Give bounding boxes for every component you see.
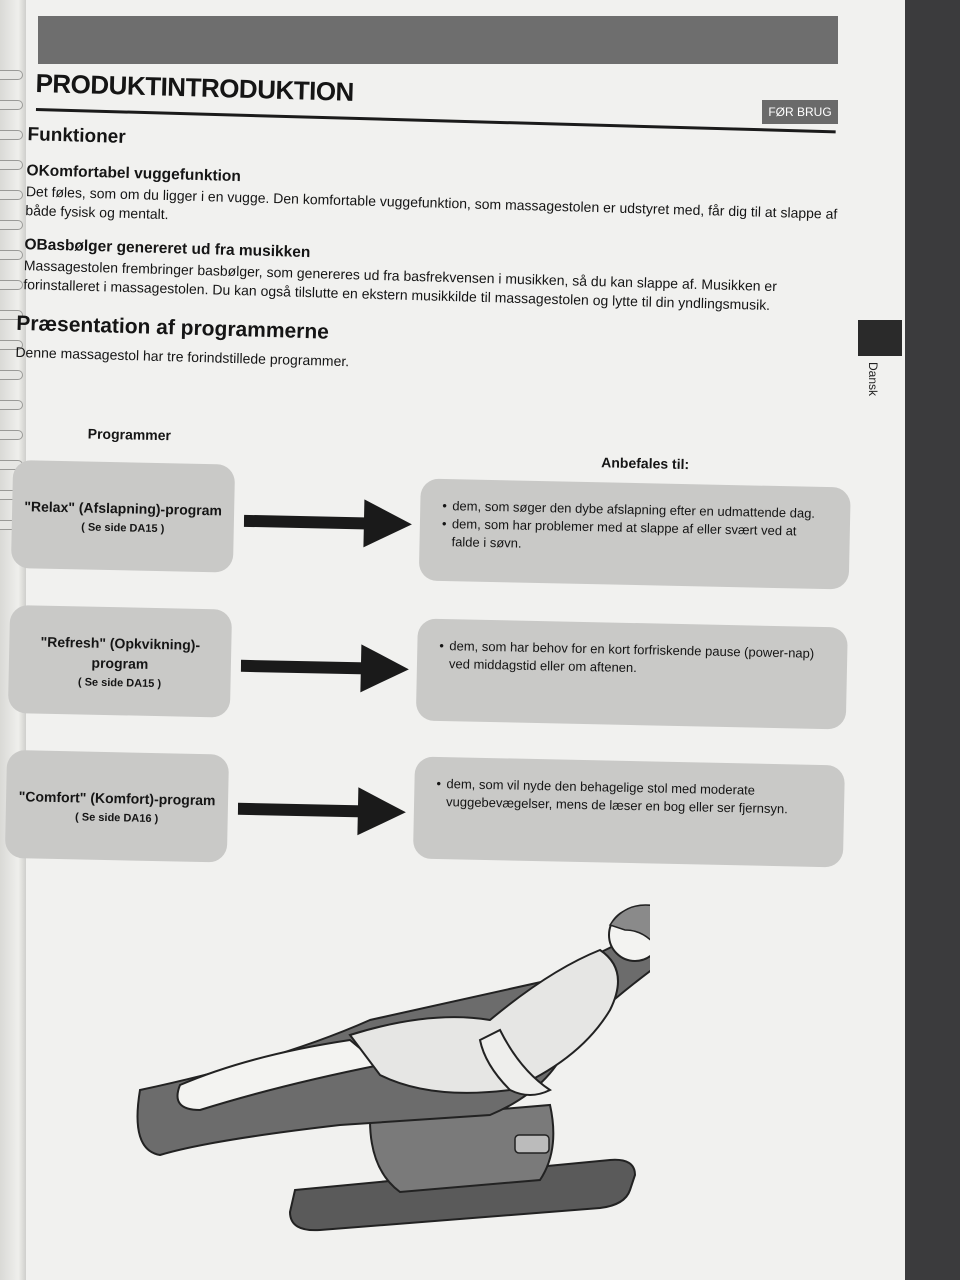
recommendation-item: • dem, som har problemer med at slappe af eller svært ved at falde i søvn.	[441, 515, 828, 559]
function-text: Det føles, som om du ligger i en vugge. Den komfortable vuggefunktion, som massagestolen er udstyret med, får dig til at slappe af både fysisk og mentalt.	[25, 183, 838, 223]
recommendation-item: • dem, som søger den dybe afslapning efter en udmattende dag.	[442, 497, 828, 523]
recommended-column-label: Anbefales til:	[601, 454, 690, 473]
language-tab	[858, 320, 902, 356]
programs-diagram	[4, 420, 863, 898]
recommendation-item: • dem, som har behov for en kort forfriskende pause (power-nap) ved middagstid eller om aftenen.	[439, 637, 826, 681]
program-page-ref: ( Se side DA15 )	[81, 521, 165, 536]
function-title: OKomfortabel vuggefunktion	[26, 162, 242, 186]
program-name: "Refresh" (Opkvikning)-program	[40, 633, 201, 672]
header-bar	[38, 16, 838, 64]
programs-heading: Præsentation af programmerne	[15, 311, 330, 344]
function-title: OBasbølger genereret ud fra musikken	[24, 236, 311, 262]
function-text: Massagestolen frembringer basbølger, som genereres ud fra basfrekvensen i musikken, så du kan slappe af. Musikken er forinstalleret i massagestolen. Du kan også tilslutte en ekstern musikkilde til massagestolen og lytte til din yndlingsmusik.	[23, 257, 778, 313]
program-box-refresh	[8, 605, 232, 718]
program-page-ref: ( Se side DA15 )	[77, 676, 162, 691]
arrow-icon	[240, 640, 411, 696]
program-box-comfort	[5, 750, 229, 863]
program-box-relax	[11, 460, 235, 573]
recommendation-box-relax	[419, 479, 851, 590]
program-name: "Comfort" (Komfort)-program	[18, 788, 216, 809]
recommendation-box-refresh	[416, 619, 848, 730]
massage-chair-illustration	[130, 890, 650, 1250]
programs-intro: Denne massagestol har tre forindstillede programmer.	[15, 343, 350, 370]
recommendation-box-comfort	[413, 756, 845, 867]
program-name: "Relax" (Afslapning)-program	[24, 498, 223, 519]
arrow-icon	[237, 783, 408, 839]
page-title: PRODUKTINTRODUKTION	[35, 68, 355, 107]
functions-heading: Funktioner	[27, 124, 126, 148]
section-tag: FØR BRUG	[762, 100, 838, 124]
program-page-ref: ( Se side DA16 )	[74, 811, 159, 826]
arrow-icon	[243, 495, 414, 551]
language-label: Dansk	[866, 362, 880, 397]
recommendation-item: • dem, som vil nyde den behagelige stol med moderate vuggebevægelser, mens de læser en bog eller ser fjernsyn.	[436, 775, 823, 819]
programs-column-label: Programmer	[87, 425, 172, 444]
text-content	[15, 118, 851, 383]
